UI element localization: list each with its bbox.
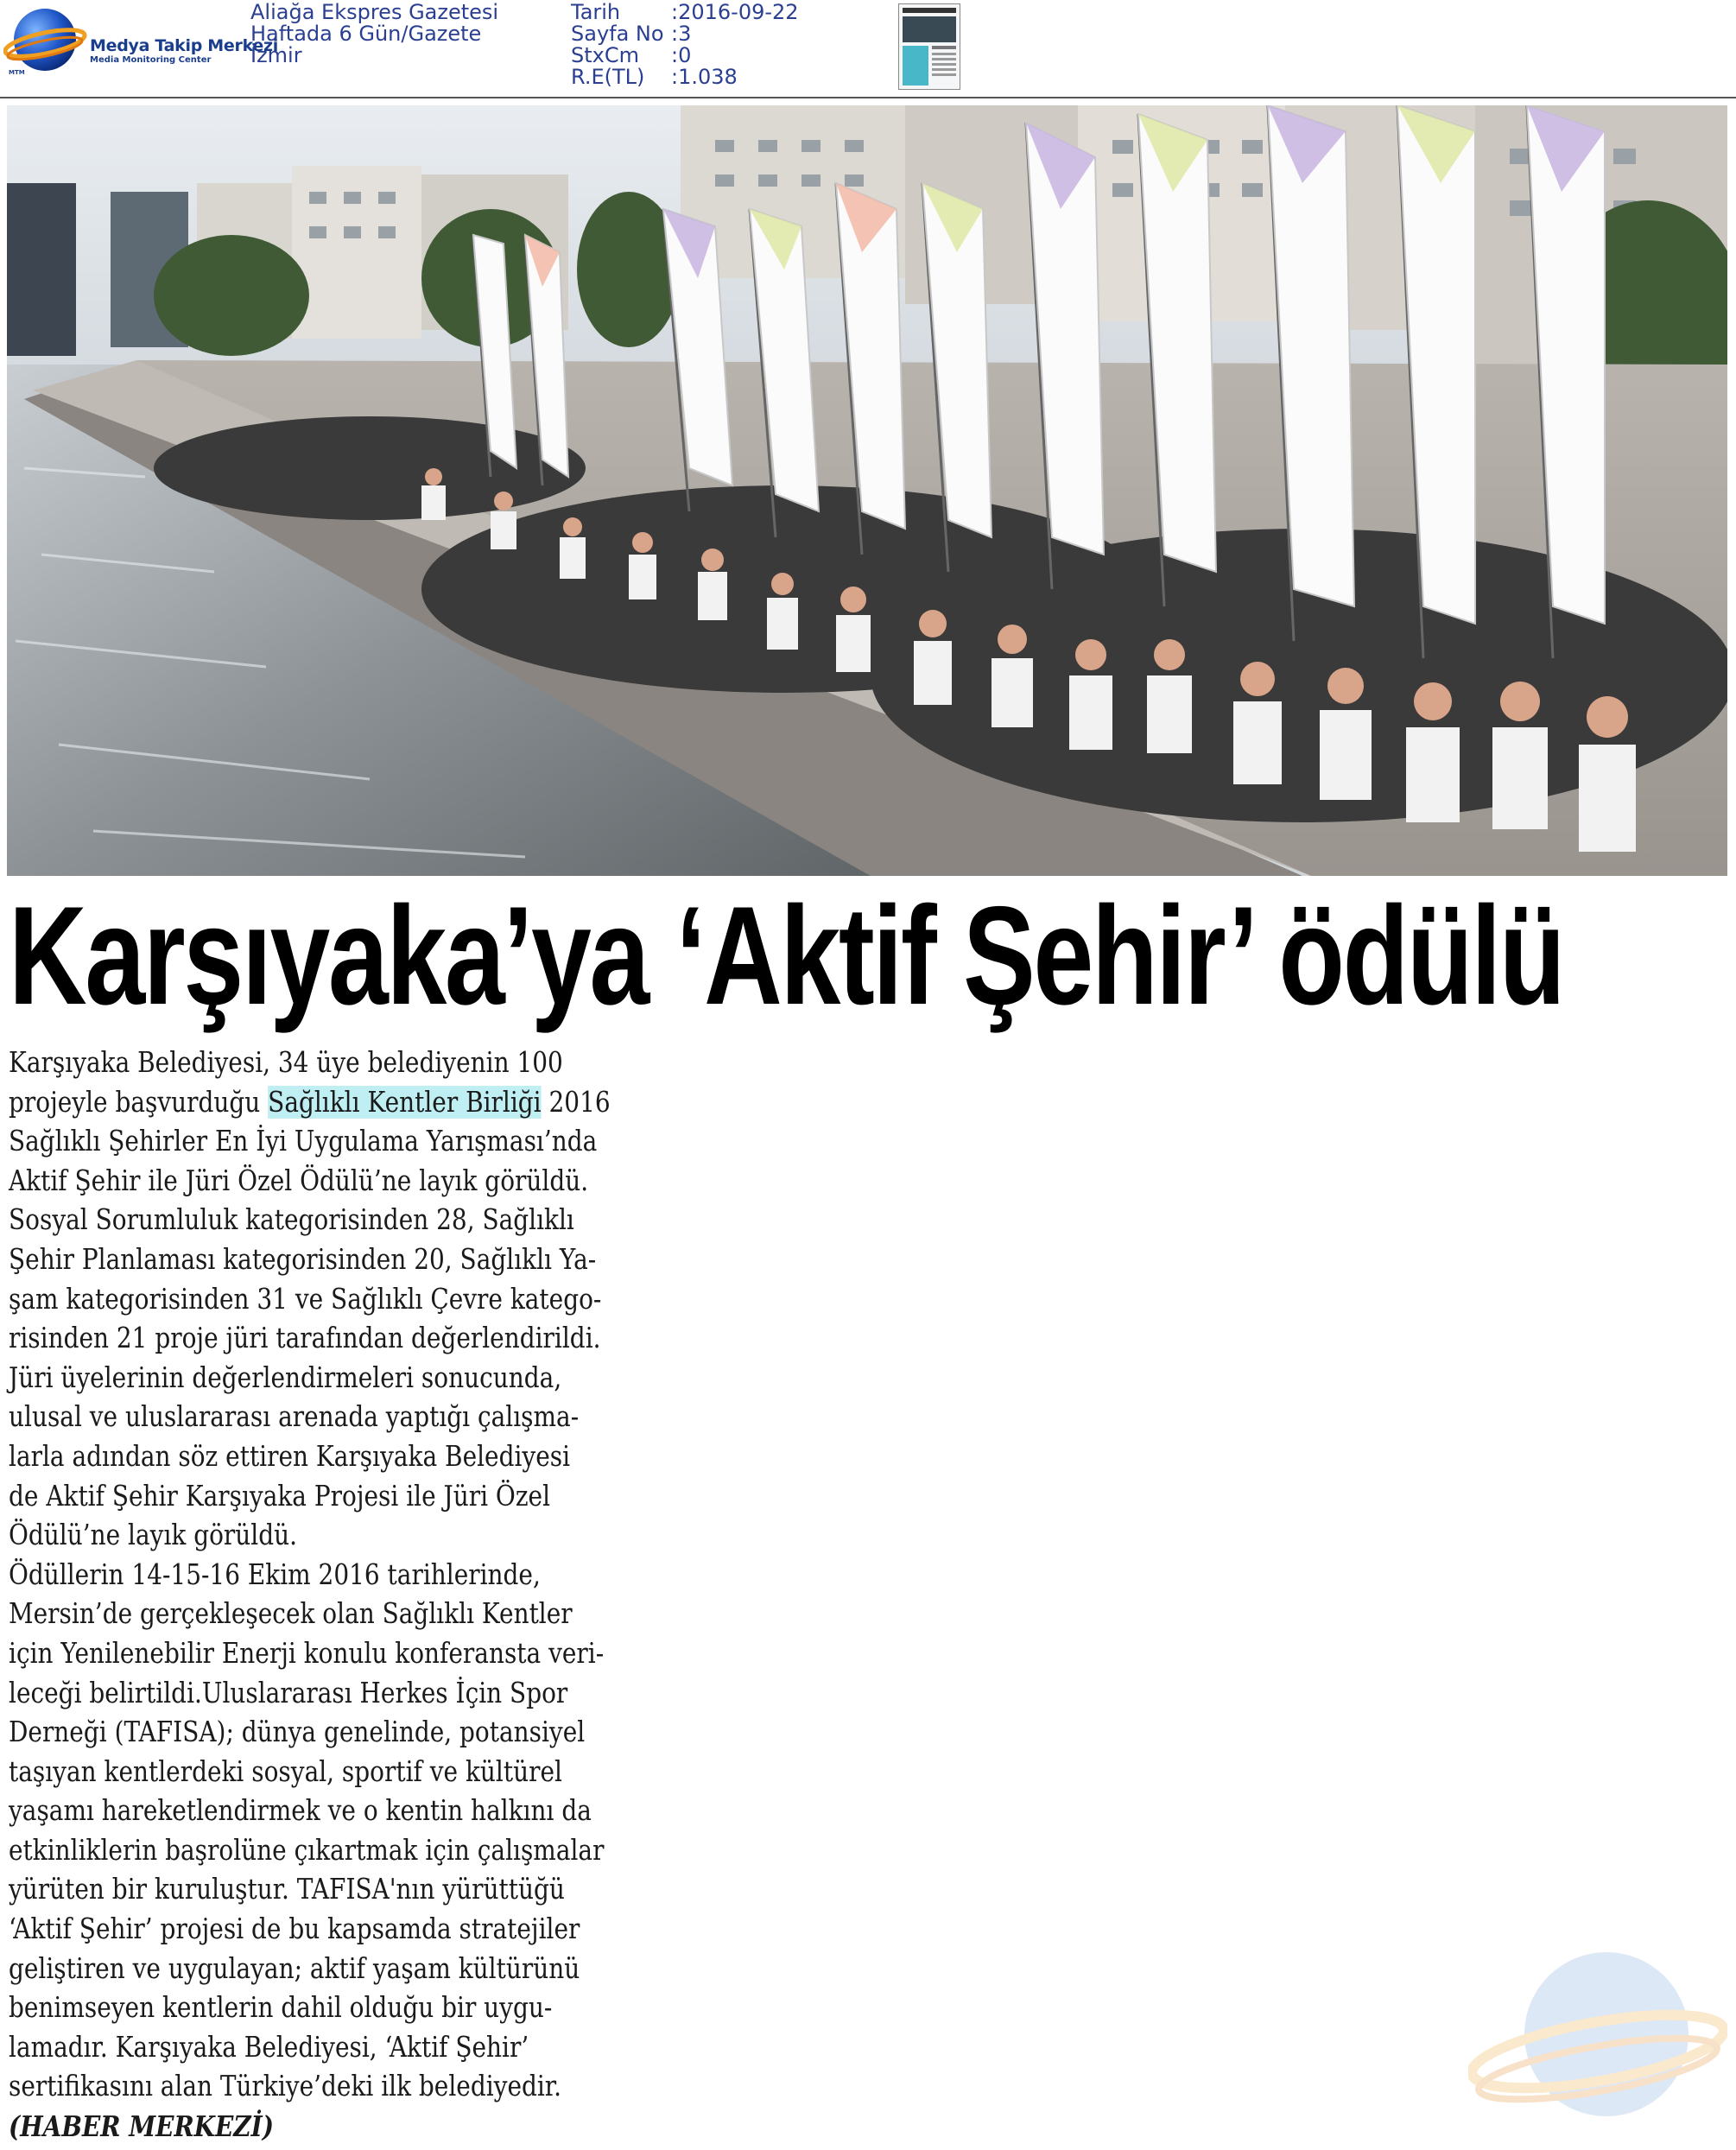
meta-row-date: Tarih :2016-09-22 [571,0,799,24]
clipping-header [0,0,1736,97]
parade-photo-illustration [7,105,1727,876]
body-line: Mersin’de gerçekleşecek olan Sağlıklı Kentler [9,1597,573,1631]
body-line: Ödülü’ne layık görüldü. [9,1519,298,1552]
body-line: taşıyan kentlerdeki sosyal, sportif ve kültürel [9,1754,562,1788]
body-line: Şehir Planlaması kategorisinden 20, Sağlıklı Ya- [9,1242,597,1276]
highlighted-term: Sağlıklı Kentler Birliği [268,1085,542,1119]
article-body [9,1043,700,2147]
body-line: yaşamı hareketlendirmek ve o kentin halkını da [9,1794,592,1828]
body-line: geliştiren ve uygulayan; aktif yaşam kültürünü [9,1951,580,1985]
meta-row-re: R.E(TL) :1.038 [571,65,738,89]
article-photo [7,105,1727,876]
body-line: Sosyal Sorumluluk kategorisinden 28, Sağlıklı [9,1203,574,1237]
meta-row-stxcm: StxCm :0 [571,43,692,67]
watermark-globe-icon [1468,1939,1727,2147]
body-line: Aktif Şehir ile Jüri Özel Ödülü’ne layık görüldü. [9,1164,589,1197]
header-divider [0,97,1736,98]
body-line: larla adından söz ettiren Karşıyaka Belediyesi [9,1439,571,1473]
body-line: lamadır. Karşıyaka Belediyesi, ‘Aktif Şehir’ [9,2030,529,2064]
publication-name: Aliağa Ekspres Gazetesi [250,0,499,24]
body-line: şam kategorisinden 31 ve Sağlıklı Çevre katego- [9,1282,602,1316]
article-byline: (HABER MERKEZİ) [9,2109,274,2144]
globe-logo-icon [3,5,90,78]
body-line: sertifikasını alan Türkiye’deki ilk belediyedir. [9,2070,561,2103]
body-line: Karşıyaka Belediyesi, 34 üye belediyenin 100 [9,1046,563,1079]
body-line: ulusal ve uluslararası arenada yaptığı çalışma- [9,1400,580,1434]
body-line: de Aktif Şehir Karşıyaka Projesi ile Jüri Özel [9,1479,551,1513]
clipping-meta [571,2,799,88]
body-line: projeyle başvurduğu Sağlıklı Kentler Birliği 2016 [9,1085,611,1119]
page-thumbnail [898,3,960,90]
body-line: için Yenilenebilir Enerji konulu konferansta veri- [9,1636,605,1670]
publication-frequency: Haftada 6 Gün/Gazete [250,22,482,46]
article-headline: Karşıyaka’ya ‘Aktif Şehir’ ödülü [9,878,1564,1034]
body-line: Sağlıklı Şehirler En İyi Uygulama Yarışması’nda [9,1125,598,1158]
publication-city: İzmir [250,43,302,67]
body-line: etkinliklerin başrolüne çıkartmak için çalışmalar [9,1833,605,1867]
logo-name: Medya Takip Merkezi [90,36,278,55]
body-line: yürüten bir kuruluştur. TAFISA'nın yürüttüğü [9,1873,565,1906]
body-line: leceği belirtildi.Uluslararası Herkes İçin Spor [9,1676,568,1709]
meta-row-page: Sayfa No :3 [571,22,692,46]
body-line: Ödüllerin 14-15-16 Ekim 2016 tarihlerinde, [9,1557,541,1591]
logo-subtitle: Media Monitoring Center [90,55,212,65]
body-line: Derneği (TAFISA); dünya genelinde, potansiyel [9,1716,586,1749]
body-line: risinden 21 proje jüri tarafından değerlendirildi. [9,1322,601,1355]
publication-info [250,2,498,67]
body-line: ‘Aktif Şehir’ projesi de bu kapsamda stratejiler [9,1912,580,1946]
logo-abbr: MTM [9,69,25,76]
body-line: benimseyen kentlerin dahil olduğu bir uygu- [9,1991,553,2025]
body-line: Jüri üyelerinin değerlendirmeleri sonucunda, [9,1360,562,1394]
